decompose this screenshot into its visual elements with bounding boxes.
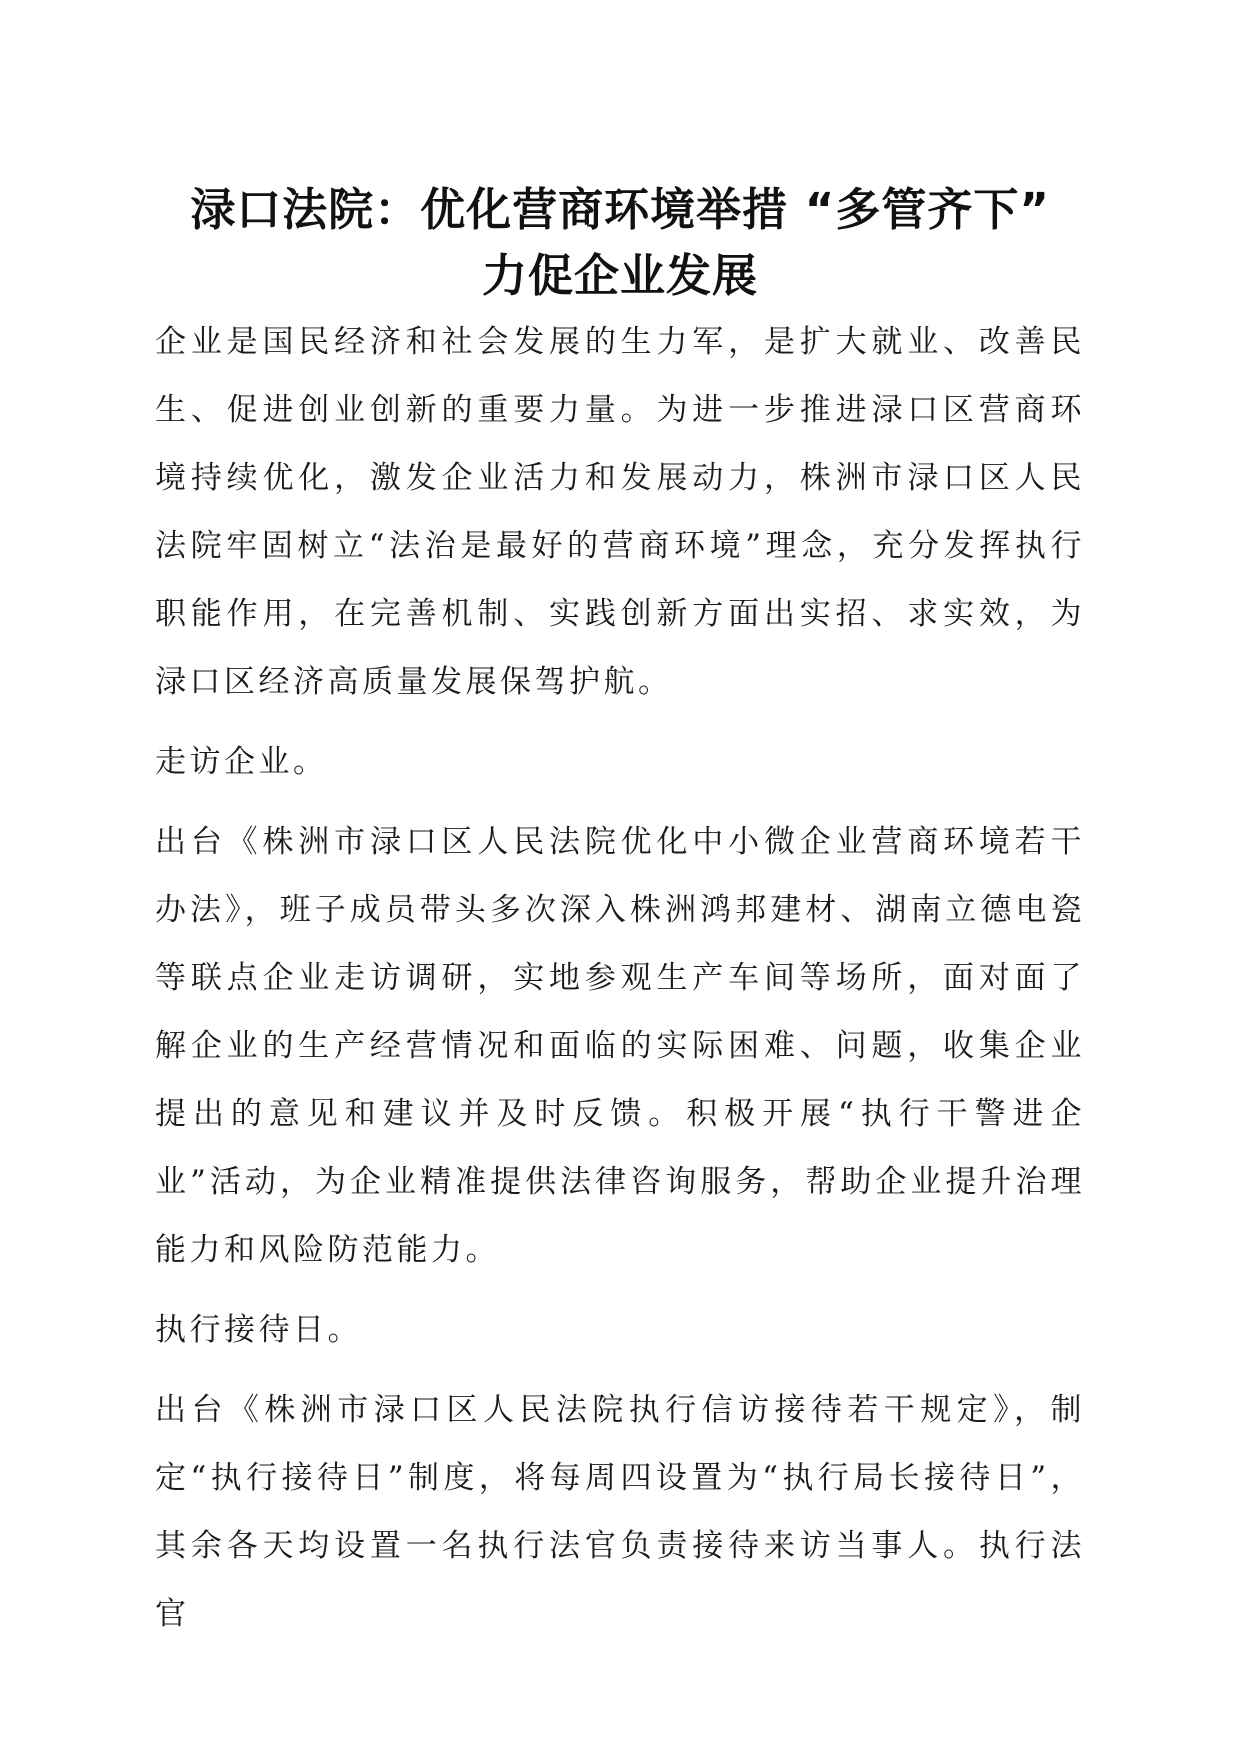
paragraph-intro: 企业是国民经济和社会发展的生力军，是扩大就业、改善民生、促进创业创新的重要力量。为进一步推进渌口区营商环境持续优化，激发企业活力和发展动力，株洲市渌口区人民法院牢固树立“法治是最好的营商环境”理念，充分发挥执行职能作用，在完善机制、实践创新方面出实招、求实效，为渌口区经济高质量发展保驾护航。 xyxy=(155,324,1085,700)
section-heading-reception-day: 执行接待日。 xyxy=(155,1312,362,1348)
paragraph-reception-day: 出台《株洲市渌口区人民法院执行信访接待若干规定》，制定“执行接待日”制度，将每周四设置为“执行局长接待日”，其余各天均设置一名执行法官负责接待来访当事人。执行法官 xyxy=(155,1392,1085,1632)
paragraph-visit-enterprises: 出台《株洲市渌口区人民法院优化中小微企业营商环境若干办法》，班子成员带头多次深入株洲鸿邦建材、湖南立德电瓷等联点企业走访调研，实地参观生产车间等场所，面对面了解企业的生产经营情况和面临的实际困难、问题，收集企业提出的意见和建议并及时反馈。积极开展“执行干警进企业”活动，为企业精准提供法律咨询服务，帮助企业提升治理能力和风险防范能力。 xyxy=(155,824,1085,1268)
document-title-line-1: 渌口法院：优化营商环境举措 “多管齐下” xyxy=(190,183,1050,236)
document-title-line-2: 力促企业发展 xyxy=(481,249,758,302)
section-heading-visit-enterprises: 走访企业。 xyxy=(155,744,328,780)
document-body xyxy=(155,308,1085,1648)
